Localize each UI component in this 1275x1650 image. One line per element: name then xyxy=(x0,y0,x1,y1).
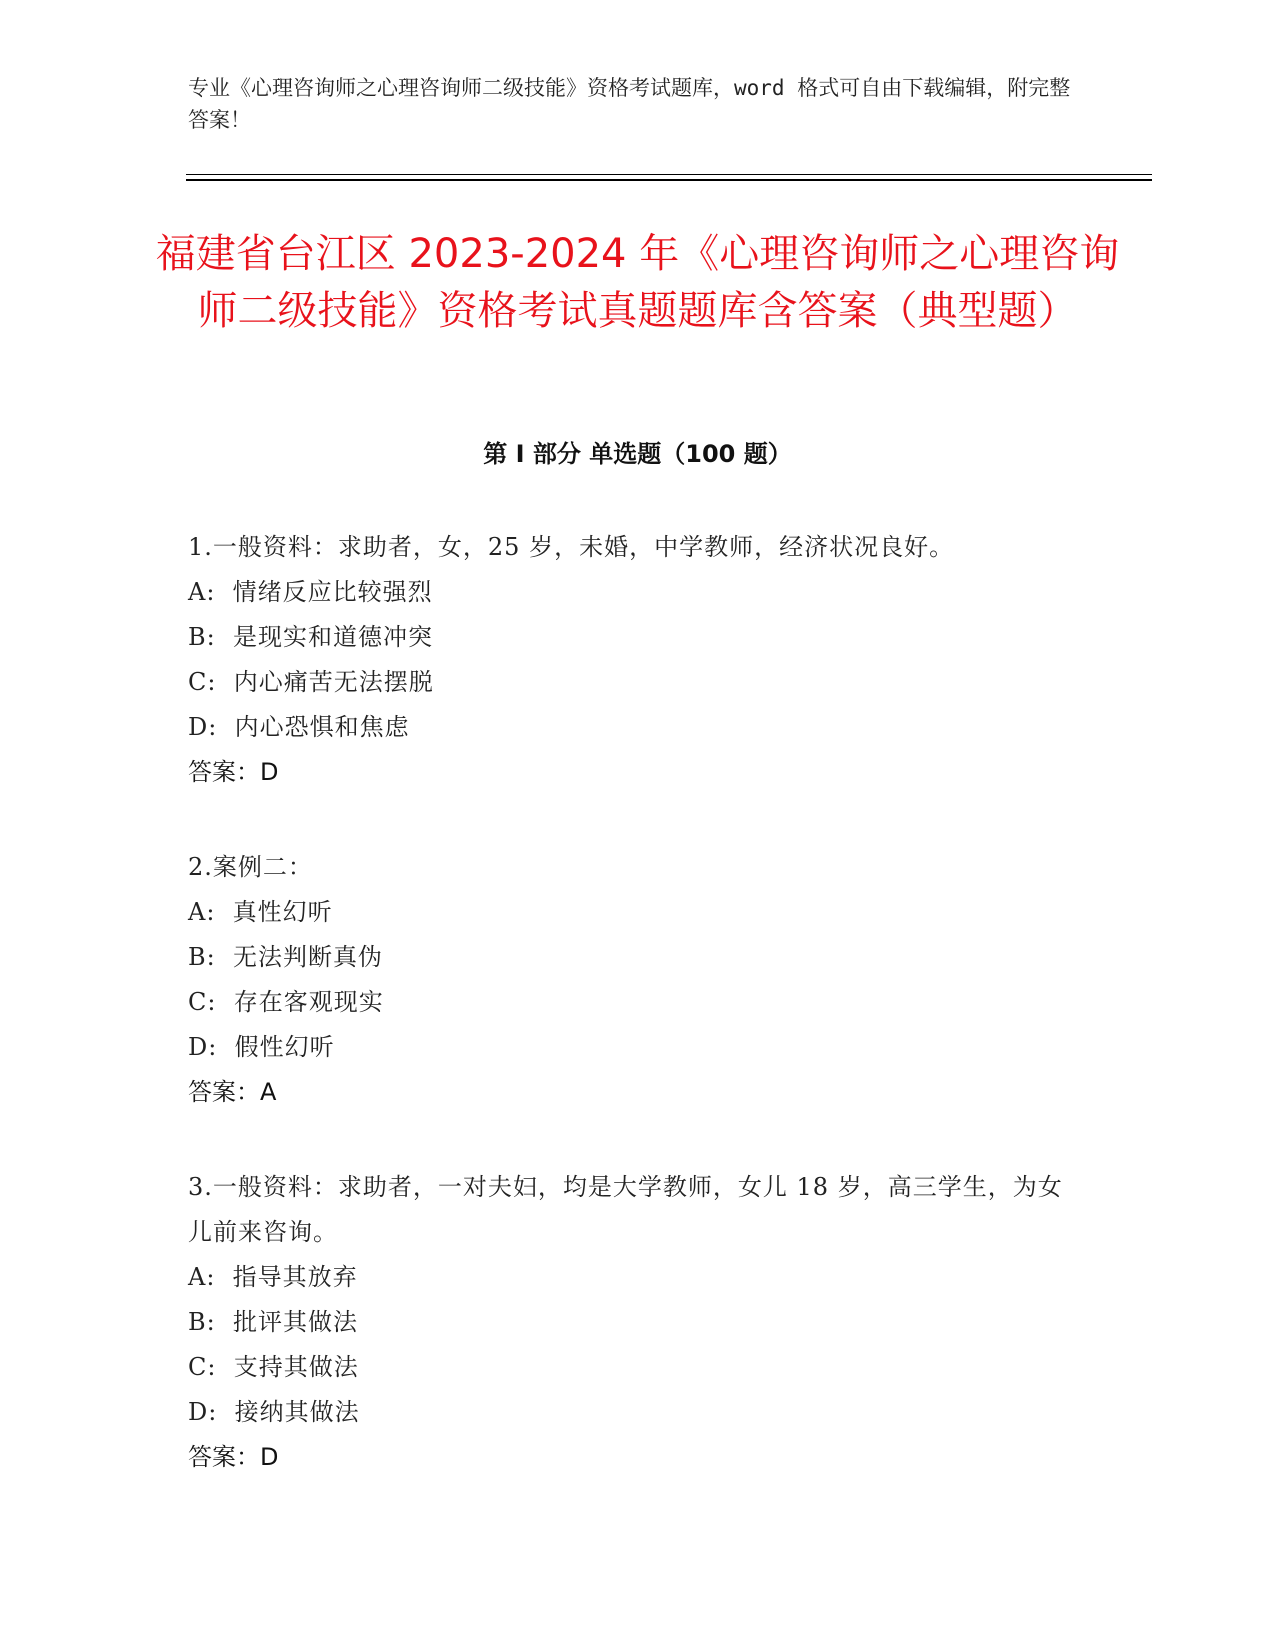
option-b: B: 批评其做法 xyxy=(188,1308,358,1336)
option-c: C: 存在客观现实 xyxy=(188,988,384,1016)
question-stem: 3.一般资料：求助者，一对夫妇，均是大学教师，女儿 18 岁，高三学生，为女儿前来咨询。 xyxy=(188,1173,1063,1246)
question-list xyxy=(188,525,1088,1530)
header-note: 专业《心理咨询师之心理咨询师二级技能》资格考试题库，word 格式可自由下载编辑，附完整答案！ xyxy=(188,76,1071,132)
option-a: A: 指导其放弃 xyxy=(188,1263,358,1291)
answer: 答案：D xyxy=(188,758,279,786)
question-1 xyxy=(188,525,1088,795)
document-title: 福建省台江区 2023-2024 年《心理咨询师之心理咨询师二级技能》资格考试真题题库含答案（典型题） xyxy=(155,231,1120,334)
section-title: 第 I 部分 单选题（100 题） xyxy=(483,440,792,468)
question-2 xyxy=(188,845,1088,1115)
question-stem: 1.一般资料：求助者，女，25 岁，未婚，中学教师，经济状况良好。 xyxy=(188,533,955,561)
option-d: D: 假性幻听 xyxy=(188,1033,335,1061)
option-d: D: 接纳其做法 xyxy=(188,1398,360,1426)
header-divider-thick xyxy=(186,179,1152,181)
header-divider-thin xyxy=(186,174,1152,175)
option-a: A: 情绪反应比较强烈 xyxy=(188,578,433,606)
answer: 答案：D xyxy=(188,1443,279,1471)
option-b: B: 无法判断真伪 xyxy=(188,943,383,971)
question-stem: 2.案例二： xyxy=(188,853,313,881)
option-a: A: 真性幻听 xyxy=(188,898,333,926)
question-3 xyxy=(188,1165,1088,1480)
option-c: C: 支持其做法 xyxy=(188,1353,359,1381)
option-d: D: 内心恐惧和焦虑 xyxy=(188,713,410,741)
option-b: B: 是现实和道德冲突 xyxy=(188,623,433,651)
answer: 答案：A xyxy=(188,1078,277,1106)
option-c: C: 内心痛苦无法摆脱 xyxy=(188,668,434,696)
